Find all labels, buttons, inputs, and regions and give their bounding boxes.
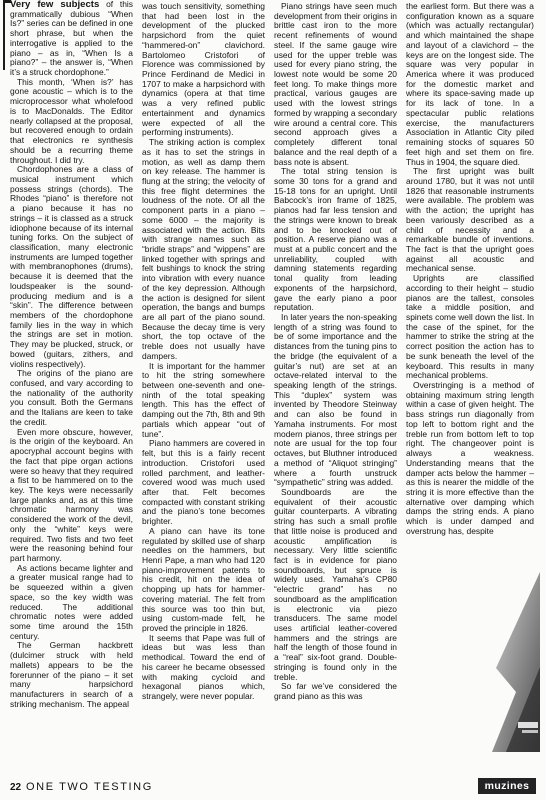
paragraph: Piano hammers are covered in felt, but this is a fairly recent introduction. Cristofori used rolled parchment, and leather-covered wood was much used after that. Felt becomes compacted with constant striking and the piano’s tone becomes brighter. <box>142 438 265 527</box>
lead-in: Very few subjects <box>10 0 100 10</box>
column-3 <box>274 2 397 774</box>
paragraph: The total string tension is some 30 tons for a grand and 15-18 tons for an upright. Until Babcock’s iron frame of 1825, pianos had far less tension and the strings were known to break and to be knocked out of position. A reserve piano was a must at a public concert and the unreliability, coupled with damning statements regarding tonal quality from leading exponents of the harpsichord, gave the early piano a poor reputation. <box>274 166 397 313</box>
paragraph: Soundboards are the equivalent of their acoustic guitar counterparts. A vibrating string has such a small profile that little noise is produced and acoustic amplification is necessary. Very little scientific fact is in evidence for piano soundboards, but spruce is widely used. Yamaha’s CP80 “electric grand” has no soundboard as the amplification is electronic via piezo transducers. The same model uses artificial leather-covered hammers and the strings are half the length of those found in a “real” six-foot grand. Double-stringing is found only in the treble. <box>274 486 397 682</box>
photo-highlight <box>518 722 538 728</box>
paragraph: was touch sensitivity, something that had been lost in the development of the plucked harpsichord from the quiet “hammered-on” clavichord. Bartolomeo Cristofori of Florence was commissioned by Prince Ferdinand de Medici in 1707 to make a harpsichord with dynamics (opera at that time was a very refined public entertainment and dynamics were expected of all the performing instruments). <box>142 2 265 138</box>
piano-photo-corner <box>456 572 540 752</box>
paragraph: Chordophones are a class of musical instrument which possess strings (chords). The Rhodes “piano” is therefore not a piano because it has no strings – it is classed as a struck idiophone because of its internal tuning forks. On the subject of classification, many electronic instruments are lumped together with membranophones (drums), because it is deemed that the loudspeaker is the sound-producing medium and is a “skin”. The difference between members of the chordophone family lies in the way in which the strings are set in motion. They may be plucked, struck, or bowed (guitars, zithers, and violins respectively). <box>10 164 133 369</box>
magazine-title: ONE TWO TESTING <box>26 781 153 793</box>
paragraph: the earliest form. But there was a configuration known as a square (which was actually rectangular) and which maintained the shape and layout of a clavichord – the keys are on the longest side. The square was very popular in America where it was produced for the domestic market and where its space-saving made up for its lack of tone. In a spectacular public relations exercise, the manufacturers Association in Atlantic City piled remaining stocks of squares 50 feet high and set them on fire. Thus in 1904, the square died. <box>406 2 534 167</box>
paragraph: This month, ‘When is?’ has gone acoustic – which is to the microprocessor what wholefood is to MacDonalds. The Editor nearly collapsed at the proposal, but recovered enough to ordain that electronics re synthesis should be a recurring theme throughout. I did try. <box>10 76 133 165</box>
paragraph: It seems that Pape was full of ideas but was less than methodical. Toward the end of his career he became obsessed with making cycloid and hexagonal pianos which, strangely, were never popular. <box>142 632 265 702</box>
paragraph: The first upright was built around 1780, but it was not until 1826 that reasonable instruments were available. The problem was with the action; the upright has been variously described as a child of necessity and a remarkable bundle of inventions. The fact is that the upright goes against all acoustic and mechanical sense. <box>406 166 534 274</box>
column-1 <box>10 0 133 772</box>
paragraph <box>10 0 133 78</box>
paragraph: Uprights are classified according to their height – studio pianos are the tallest, consoles take a middle position, and spinets come well down the list. In the case of the spinet, for the hammer to strike the string at the correct position the action has to be sunk beneath the level of the keyboard. This results in many mechanical problems. <box>406 273 534 381</box>
left-margin-rule <box>3 0 5 70</box>
column-2 <box>142 2 265 774</box>
paragraph: So far we’ve considered the grand piano as this was <box>274 681 397 702</box>
paragraph-text: of this grammatically dubious “When Is?” series can be defined in one short phrase, but when the interrogative is applied to the piano – as in, “When Is a piano?” – the answer is, “When it’s a struck chordophone.” <box>10 0 133 78</box>
paragraph: The striking action is complex as it has to set the strings in motion, as well as damp them on key release. The hammer is flung at the string; the velocity of this free flight determines the loudness of the note. Of all the component parts in a piano – some 6000 – the majority is associated with the action. Bits with strange names such as “bridle straps” and “wippens” are linked together with springs and felt bushings to knock the string into vibration with every nuance of the key depression. Although the action is designed for silent operation, the bangs and bumps are all part of the piano sound. Because the decay time is very short, the top octave of the treble does not usually have dampers. <box>142 137 265 361</box>
source-badge[interactable]: muzines <box>478 778 536 794</box>
page-footer <box>10 778 536 796</box>
photo-highlight <box>522 730 538 733</box>
paragraph: The origins of the piano are confused, and vary according to the nationality of the authority you consult. Both the Germans and the Italians are keen to take the credit. <box>10 368 133 427</box>
paragraph: Overstringing is a method of obtaining maximum string length within a case of given height. The bass strings run diagonally from top left to bottom right and the treble run from bottom left to top right. The changeover point is always a weakness. Understanding means that the damper acts below the hammer – as this is nearer the middle of the string it is more effective than the alternative over damping which damps the string ends. A piano which is under damped and overstrung has, despite <box>406 380 534 536</box>
paragraph: As actions became lighter and a greater musical range had to be squeezed within a given space, so the key width was reduced. The additional chromatic notes were added some time around the 15th century. <box>10 562 133 641</box>
paragraph: It is important for the hammer to hit the string somewhere between one-seventh and one-ninth of the total speaking length. This has the effect of damping out the 7th, 8th and 9th partials which appear “out of tune”. <box>142 360 265 439</box>
paragraph: A piano can have its tone regulated by skilled use of sharp needles on the hammers, but Henri Pape, a man who had 120 piano-improvement patents to his credit, hit on the idea of chopping up hats for hammer-covering material. The felt from this source was too thin but, using custom-made felt, he proved the principle in 1826. <box>142 525 265 633</box>
paragraph: The German hackbrett (dulcimer struck with held mallets) appears to be the forerunner of the piano – it set many harpsichord manufacturers in search of a striking mechanism. The appeal <box>10 640 133 709</box>
paragraph: In later years the non-speaking length of a string was found to be of some importance and the distances from the tuning pins to the bridge (the equivalent of a guitar’s nut) are set at an octave-related interval to the speaking length of the strings. This “duplex” system was invented by Theodore Steinway and can also be found in Yamaha instruments. For most modern pianos, three strings per note are usual for the top four octaves, but Bluthner introduced a method of “Aliquot stringing” where a fourth unstruck “sympathetic” string was added. <box>274 312 397 488</box>
page-number: 22 <box>10 782 22 793</box>
paragraph: Piano strings have seen much development from their origins in brittle cast iron to the more recent refinements of wound steel. If the same gauge wire used for the upper treble was used for every piano string, the lowest note would be some 20 feet long. To make things more practical, various gauges are used with the lowest strings formed by wrapping a secondary wire around a central core. This second approach gives a completely different tonal balance and the real depth of a bass note is absent. <box>274 2 397 167</box>
paragraph: Even more obscure, however, is the origin of the keyboard. An apocryphal account begins with the fact that pipe organ actions were so heavy that they required a fist to be hammered on to the key. The keys were necessarily large planks and, as at this time chromatic harmony was considered the work of the devil, only the “white” keys were required. Two fists and two feet were the reasoning behind four part harmony. <box>10 426 133 563</box>
